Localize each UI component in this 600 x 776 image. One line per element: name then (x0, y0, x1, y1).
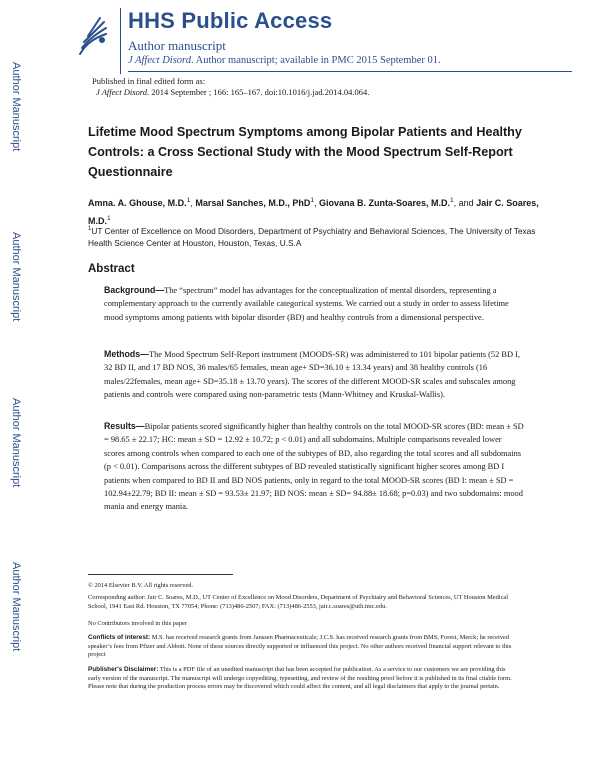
abstract-heading: Abstract (88, 263, 135, 275)
author-affiliation-mark: 1 (310, 197, 314, 204)
header-divider (128, 71, 572, 72)
background-label: Background— (104, 285, 165, 295)
disclaimer-label: Publisher's Disclaimer: (88, 666, 159, 673)
journal-name: J Affect Disord (128, 55, 191, 66)
publisher-disclaimer (88, 666, 518, 692)
hhs-header (0, 0, 600, 78)
author-name: Jair C. Soares, M.D. (88, 198, 539, 226)
conflicts-text: M.S. has received research grants from Janssen Pharmaceuticals; J.C.S. has received research grants from BMS, Forest, Merck; he received speaker’s fees from Pfizer and Abbott. None of these sources directly supported or influenced this project. No other authors received financial support relevant to this project (88, 634, 512, 659)
hhs-brand-title: HHS Public Access (128, 8, 333, 33)
header-divider-vertical (120, 8, 121, 74)
author-name: Amna. A. Ghouse, M.D. (88, 198, 187, 208)
author-separator: , (190, 198, 196, 208)
citation-journal: J Affect Disord (96, 87, 147, 97)
contributors-note: No Contributors involved in this paper (88, 620, 187, 627)
citation-detail: . 2014 September ; 166: 165–167. doi:10.1016/j.jad.2014.04.064. (147, 87, 370, 97)
author-separator: , and (453, 198, 477, 208)
conflicts-label: Conflicts of interest: (88, 634, 151, 641)
author-affiliation-mark: 1 (186, 197, 191, 204)
abstract-methods (104, 348, 524, 402)
methods-label: Methods— (104, 349, 149, 359)
manuscript-type: Author manuscript (128, 38, 226, 53)
publication-info (92, 76, 369, 98)
margin-label-author-manuscript: Author Manuscript (10, 398, 22, 488)
results-text: Bipolar patients scored significantly higher than healthy controls on the total MOOD-SR scores (BD: mean ± SD = 98.65 ± 22.17; HC: mean ± SD = 12.92 ± 10.72; p < 0.01) and all subdomains. Multiple comparisons revealed lower scores among controls when compared to each one of the subtypes of BD, also regarding the total scores and all subdomains (p < 0.01). Comparisons across the different subtypes of BD revealed statistically significant higher scores among BD I patients when compared to BD II and BD NOS patients, only in regard to the total MOOD-SR scores (BD I: mean ± SD = 102.94±22.79; BD II: mean ± SD = 93.53± 21.97; BD NOS: mean ± SD= 94.88± 18.68; p=0.03) and two subdomains: mood mania and energy mania. (104, 422, 524, 512)
footnote-divider (88, 574, 233, 575)
conflicts-of-interest (88, 634, 518, 660)
affiliation-text: UT Center of Excellence on Mood Disorders, Department of Psychiatry and Behavioral Sciences, The University of Texas Health Science Center at Houston, Houston, Texas, U.S.A (88, 225, 536, 249)
margin-label-author-manuscript: Author Manuscript (10, 562, 22, 652)
author-affiliation (88, 223, 548, 250)
margin-label-author-manuscript: Author Manuscript (10, 62, 22, 152)
copyright-notice: © 2014 Elsevier B.V. All rights reserved. (88, 582, 194, 589)
availability-line (128, 55, 441, 66)
abstract-results (104, 420, 524, 514)
author-affiliation-mark: 1 (107, 215, 111, 222)
abstract-background (104, 284, 524, 324)
disclaimer-text: This is a PDF file of an unedited manuscript that has been accepted for publication. As a service to our customers we are providing this early version of the manuscript. The manuscript will undergo copyediting, typesetting, and review of the resulting proof before it is published in its final citable form. Please note that during the production process errors may be discovered which could affect the content, and all legal disclaimers that apply to the journal pertain. (88, 666, 512, 691)
affiliation-mark: 1 (88, 226, 92, 232)
published-label: Published in final edited form as: (92, 76, 206, 86)
results-label: Results— (104, 421, 145, 431)
author-name: Marsal Sanches, M.D., PhD (195, 198, 311, 208)
availability-text: . Author manuscript; available in PMC 2015 September 01. (191, 55, 441, 66)
corresponding-author: Corresponding author: Jair C. Soares, M.D., UT Center of Excellence on Mood Disorders, Department of Psychiatry and Behavioral Sciences, UT Houston Medical School, 1941 East Rd. Houston, TX 77054; Phone: (713)486-2507; FAX: (713)486-2553, jair.c.soares@uth.tmc.edu. (88, 594, 509, 610)
hhs-eagle-logo-icon (76, 14, 110, 58)
article-title: Lifetime Mood Spectrum Symptoms among Bipolar Patients and Healthy Controls: a Cross Sectional Study with the Mood Spectrum Self-Report Questionnaire (88, 125, 522, 179)
background-text: The “spectrum” model has advantages for the conceptualization of mental disorders, representing a complementary approach to the currently available categorical systems. We carried out a study in order to assess lifetime mood symptoms among patients with bipolar disorder (BD) and healthy controls from a dimensional perspective. (104, 286, 509, 322)
margin-label-author-manuscript: Author Manuscript (10, 232, 22, 322)
author-name: Giovana B. Zunta-Soares, M.D. (319, 198, 451, 208)
author-separator: , (314, 198, 320, 208)
methods-text: The Mood Spectrum Self-Report instrument (MOODS-SR) was administered to 101 bipolar patients (52 BD I, 32 BD II, and 17 BD NOS, 36 males/65 females, mean age+ SD=36.10 ± 13.34 years) and 38 healthy controls (16 males/22females, mean age+ SD=35.18 ± 13.70 years). The scores of the different MOOD-SR scales and subscales among patients and controls were compared using non-parametric tests (Mann-Whitney and Kruskal-Wallis). (104, 350, 520, 400)
author-affiliation-mark: 1 (450, 197, 454, 204)
citation (92, 87, 369, 98)
